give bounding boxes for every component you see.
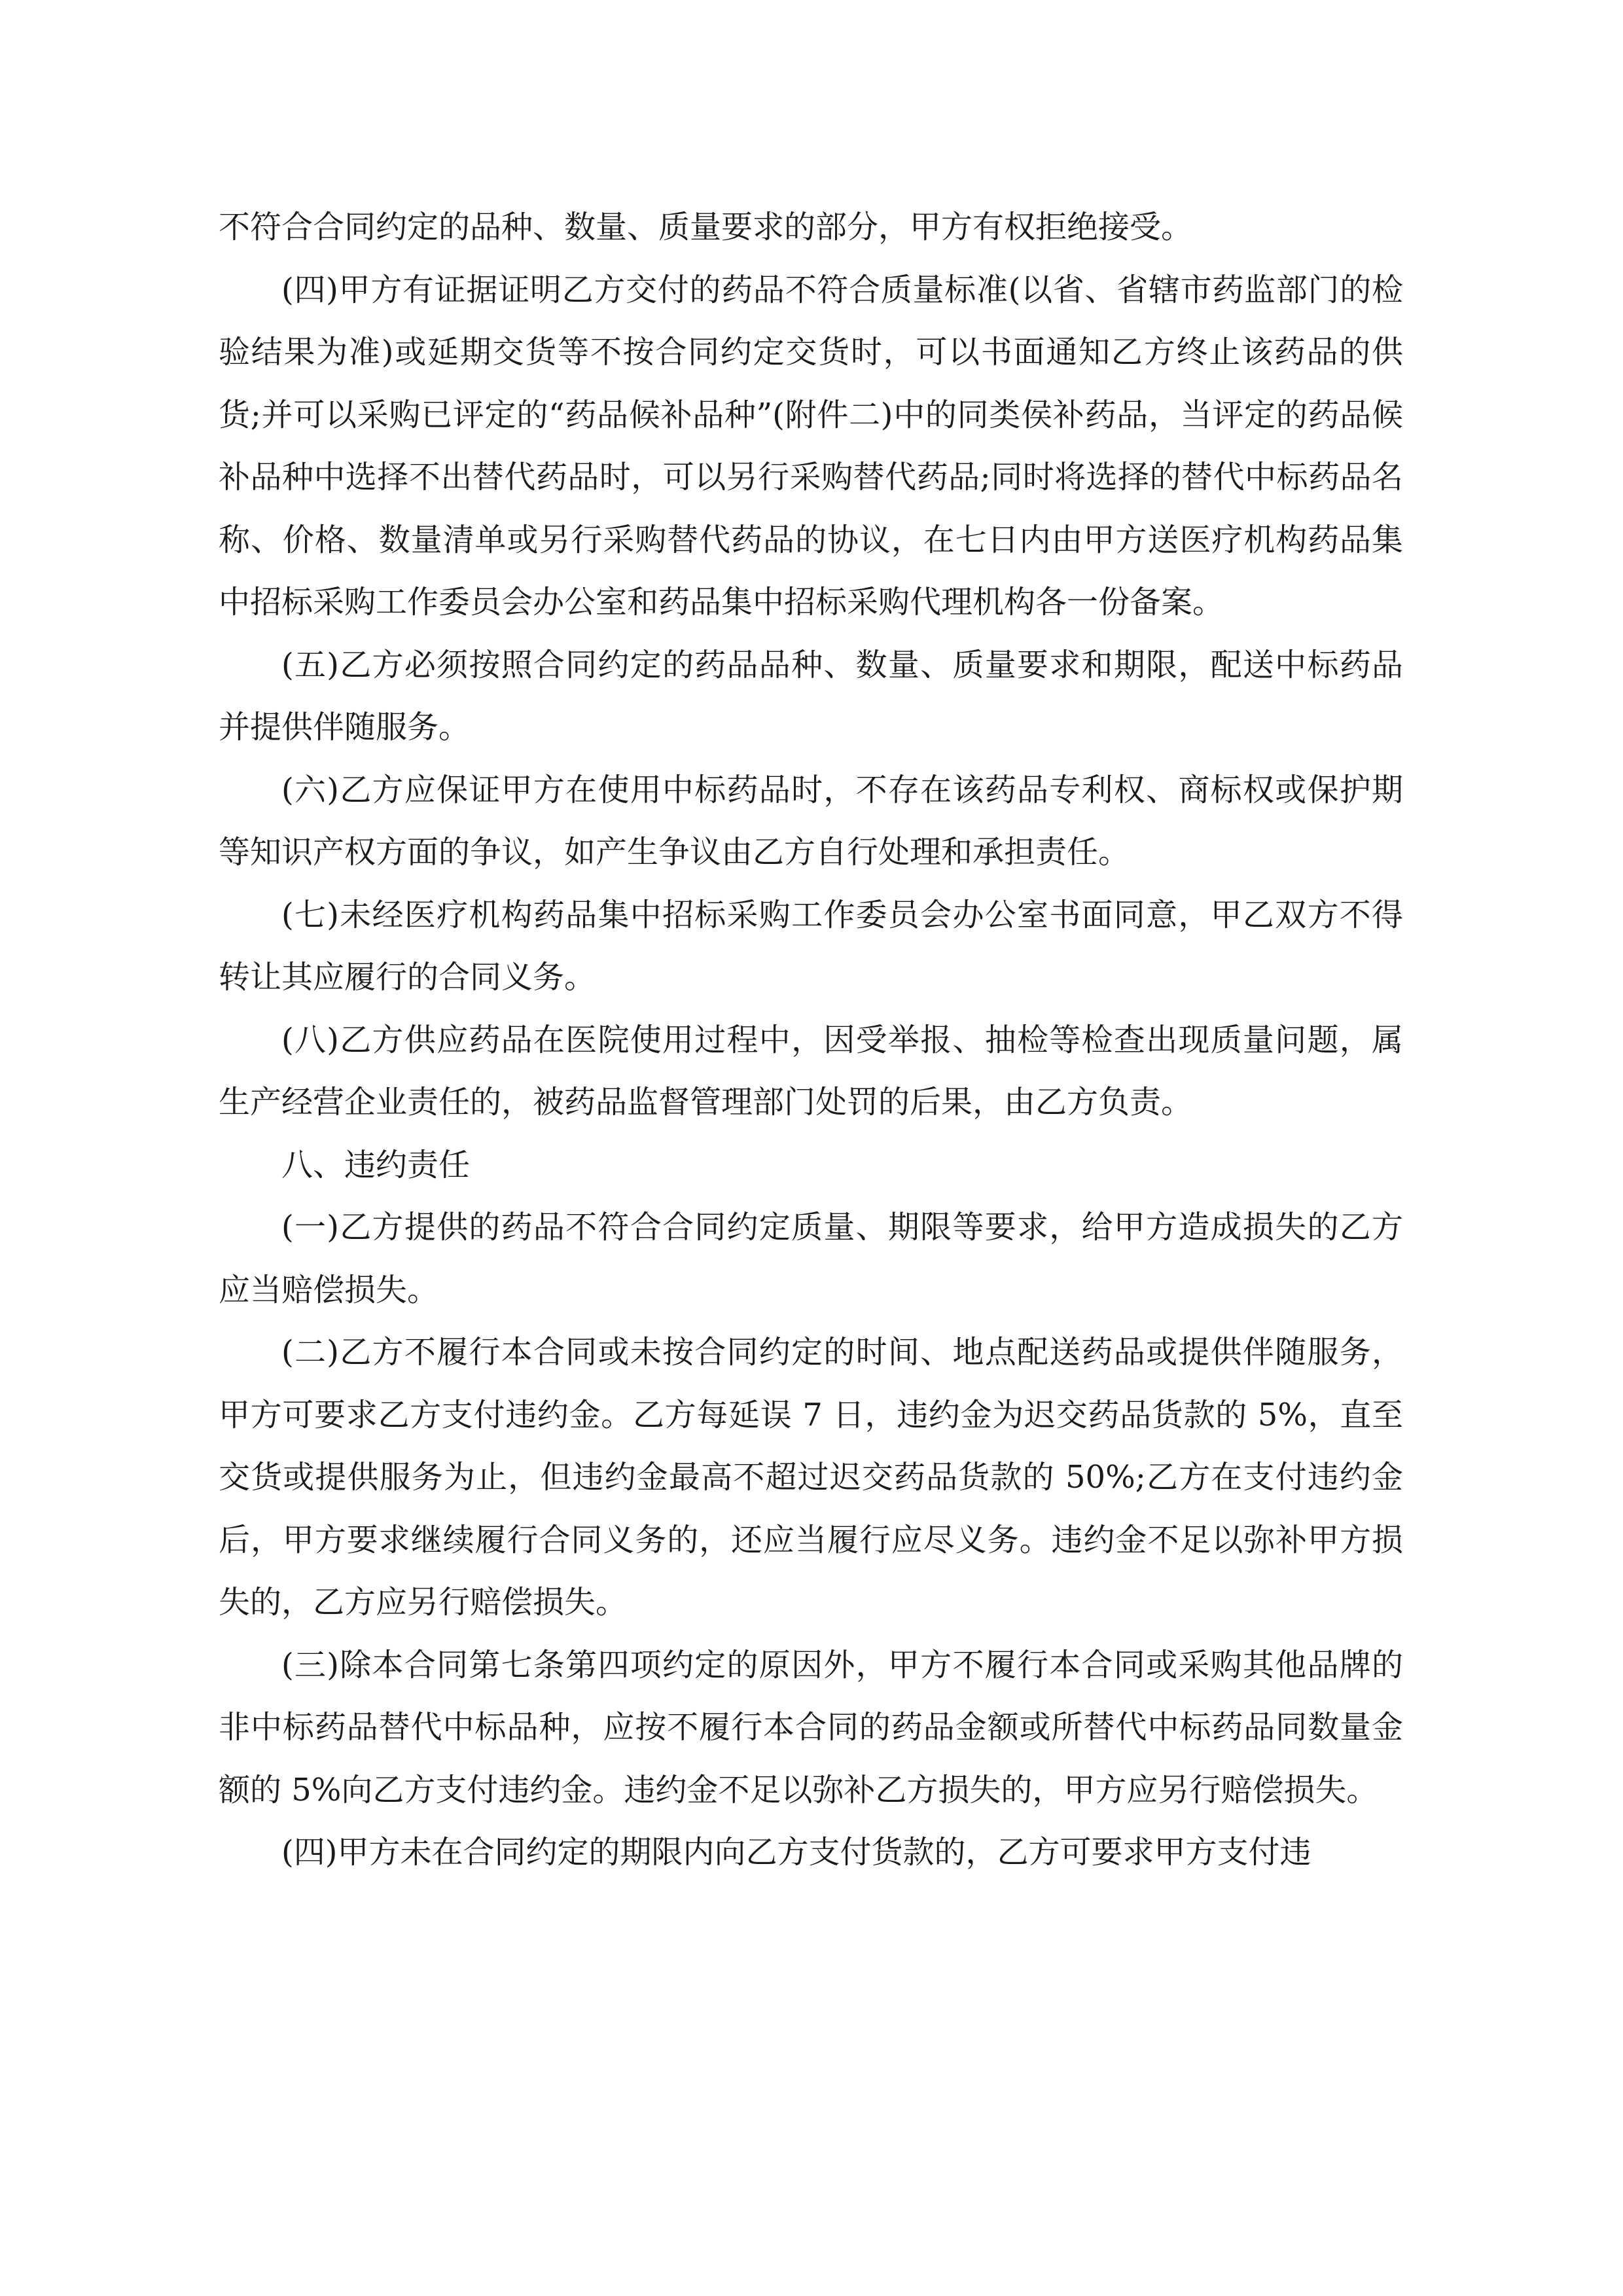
section-heading-breach-liability: 八、违约责任	[281, 1146, 471, 1183]
paragraph-clause-7-6: (六)乙方应保证甲方在使用中标药品时，不存在该药品专利权、商标权或保护期等知识产权方面的争议，如产生争议由乙方自行处理和承担责任。	[219, 771, 1403, 870]
paragraph-clause-8-2: (二)乙方不履行本合同或未按合同约定的时间、地点配送药品或提供伴随服务，甲方可要求乙方支付违约金。乙方每延误 7 日，违约金为迟交药品货款的 5%，直至交货或提供服务为止，但违约金最高不超过迟交药品货款的 50%;乙方在支付违约金后，甲方要求继续履行合同义务的，还应当履行应尽义务。违约金不足以弥补甲方损失的，乙方应另行赔偿损失。	[219, 1334, 1403, 1621]
paragraph-clause-7-8: (八)乙方供应药品在医院使用过程中，因受举报、抽检等检查出现质量问题，属生产经营企业责任的，被药品监督管理部门处罚的后果，由乙方负责。	[219, 1021, 1403, 1121]
paragraph-clause-8-4: (四)甲方未在合同约定的期限内向乙方支付货款的，乙方可要求甲方支付违	[281, 1834, 1311, 1871]
paragraph-clause-7-4: (四)甲方有证据证明乙方交付的药品不符合质量标准(以省、省辖市药监部门的检验结果为准)或延期交货等不按合同约定交货时，可以书面通知乙方终止该药品的供货;并可以采购已评定的“药品候补品种”(附件二)中的同类侯补药品，当评定的药品候补品种中选择不出替代药品时，可以另行采购替代药品;同时将选择的替代中标药品名称、价格、数量清单或另行采购替代药品的协议，在七日内由甲方送医疗机构药品集中招标采购工作委员会办公室和药品集中招标采购代理机构各一份备案。	[219, 271, 1403, 620]
paragraph-clause-7-5: (五)乙方必须按照合同约定的药品品种、数量、质量要求和期限，配送中标药品并提供伴随服务。	[219, 646, 1403, 745]
paragraph-clause-8-1: (一)乙方提供的药品不符合合同约定质量、期限等要求，给甲方造成损失的乙方应当赔偿损失。	[219, 1209, 1403, 1308]
paragraph-clause-7-7: (七)未经医疗机构药品集中招标采购工作委员会办公室书面同意，甲乙双方不得转让其应履行的合同义务。	[219, 896, 1403, 996]
contract-body	[219, 196, 1403, 1884]
paragraph-clause-8-3: (三)除本合同第七条第四项约定的原因外，甲方不履行本合同或采购其他品牌的非中标药品替代中标品种，应按不履行本合同的药品金额或所替代中标药品同数量金额的 5%向乙方支付违约金。违约金不足以弥补乙方损失的，甲方应另行赔偿损失。	[219, 1646, 1403, 1808]
paragraph-continuation: 不符合合同约定的品种、数量、质量要求的部分，甲方有权拒绝接受。	[219, 209, 1193, 245]
